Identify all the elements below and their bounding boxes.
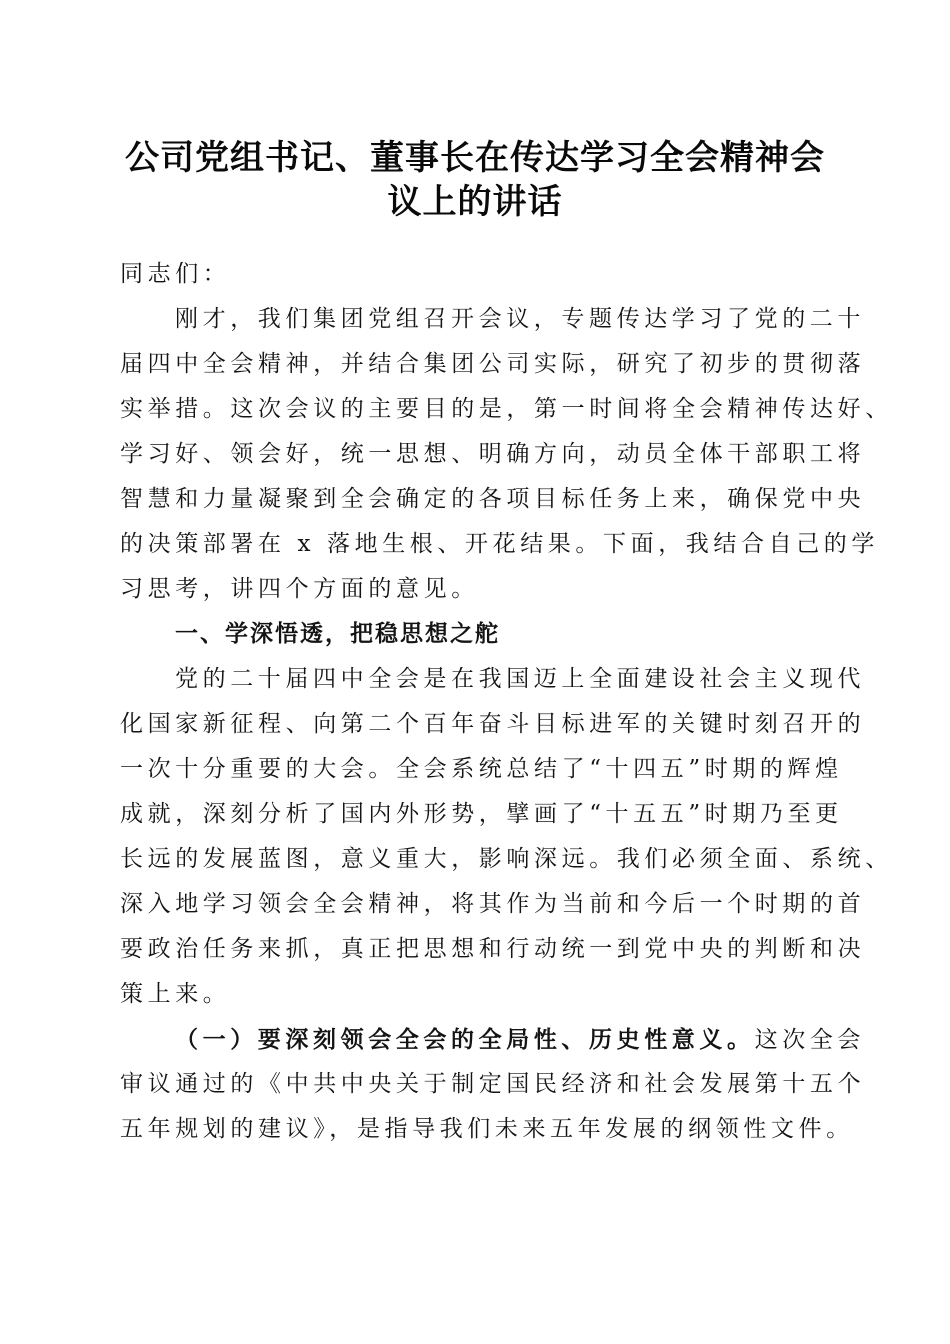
subsection-lead: （一）要深刻领会全会的全局性、历史性意义。 (175, 1026, 755, 1053)
salutation: 同志们： (120, 261, 231, 287)
paragraph-line: 长远的发展蓝图，意义重大，影响深远。我们必须全面、系统、 (120, 846, 893, 872)
paragraph-line: 实举措。这次会议的主要目的是，第一时间将全会精神传达好、 (120, 396, 893, 422)
paragraph-line: 化国家新征程、向第二个百年奋斗目标进军的关键时刻召开的 (120, 711, 866, 737)
paragraph-line: 成就，深刻分析了国内外形势，擘画了“十五五”时期乃至更 (120, 801, 843, 827)
document-body (120, 252, 893, 1152)
paragraph-line: 策上来。 (120, 981, 231, 1007)
paragraph-line: 智慧和力量凝聚到全会确定的各项目标任务上来，确保党中央 (120, 486, 866, 512)
paragraph-1 (120, 297, 893, 612)
title-line-2: 议上的讲话 (387, 182, 563, 222)
paragraph-3 (120, 1017, 866, 1152)
paragraph-line: 审议通过的《中共中央关于制定国民经济和社会发展第十五个 (120, 1071, 866, 1097)
paragraph-line-rest: 这次全会 (754, 1027, 866, 1053)
paragraph-line: 届四中全会精神，并结合集团公司实际，研究了初步的贯彻落 (120, 351, 866, 377)
paragraph-line: 刚才，我们集团党组召开会议，专题传达学习了党的二十 (175, 306, 865, 332)
paragraph-line (120, 1017, 866, 1062)
paragraph-line: 党的二十届四中全会是在我国迈上全面建设社会主义现代 (175, 666, 865, 692)
paragraph-line: 习思考，讲四个方面的意见。 (120, 576, 479, 602)
paragraph-line: 五年规划的建议》，是指导我们未来五年发展的纲领性文件。 (120, 1116, 854, 1142)
document-title (100, 136, 850, 224)
paragraph-line: 的决策部署在 x 落地生根、开花结果。下面，我结合自己的学 (120, 531, 879, 557)
paragraph-line: 学习好、领会好，统一思想、明确方向，动员全体干部职工将 (120, 441, 866, 467)
section-heading: 一、学深悟透，把稳思想之舵 (175, 621, 500, 647)
paragraph-line: 深入地学习领会全会精神，将其作为当前和今后一个时期的首 (120, 891, 866, 917)
paragraph-line: 一次十分重要的大会。全会系统总结了“十四五”时期的辉煌 (120, 756, 843, 782)
paragraph-line: 要政治任务来抓，真正把思想和行动统一到党中央的判断和决 (120, 936, 866, 962)
paragraph-2 (120, 657, 893, 1017)
title-line-1: 公司党组书记、董事长在传达学习全会精神会 (125, 138, 825, 178)
